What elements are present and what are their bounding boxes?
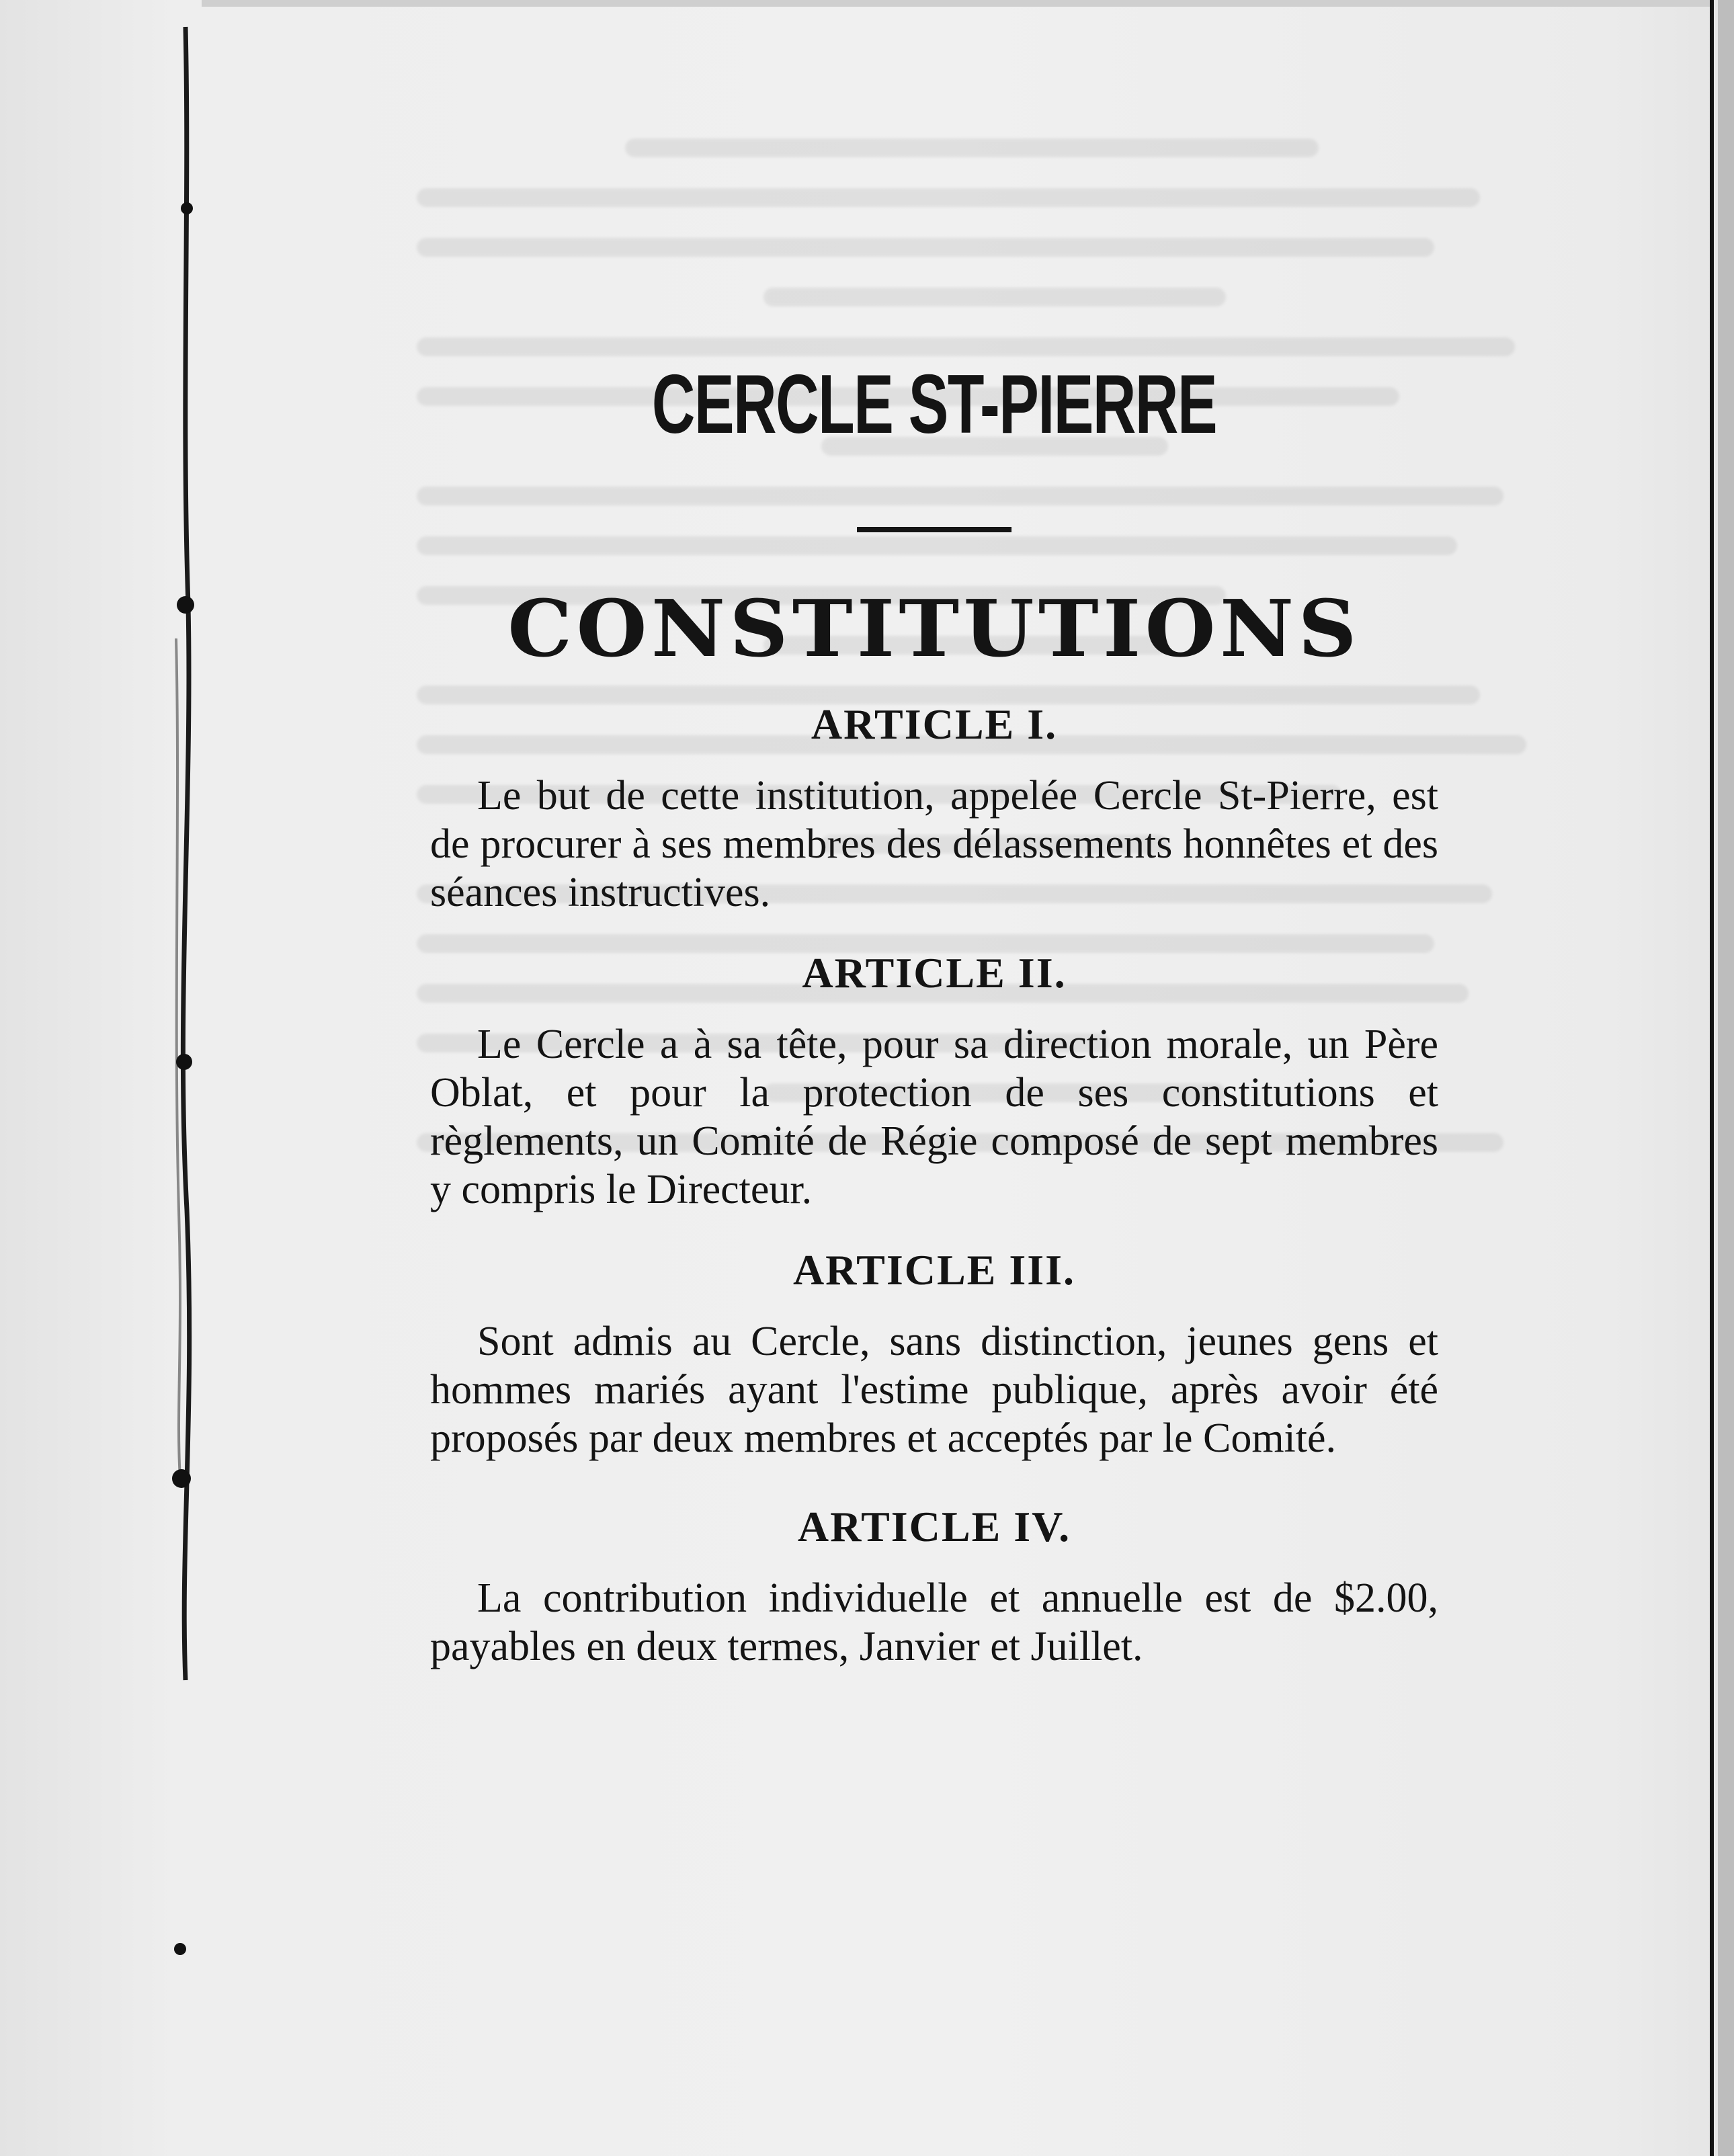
article-4-title: ARTICLE IV. [797,1503,1071,1550]
article-2-title: ARTICLE II. [802,949,1067,997]
article-1 [430,700,1438,917]
document-title: CERCLE ST-PIERRE [651,358,1217,451]
page-right-edge [1710,0,1714,2156]
document-page [430,358,1438,1671]
page-top-edge [202,0,1714,7]
title-divider [857,527,1012,532]
article-2-text: Le Cercle a à sa tête, pour sa direction morale, un Père Oblat, et pour la protection de ses constitutions et règlements, un Comité de Régie composé de sept membres y compris le Directeur. [430,1022,1438,1212]
article-1-text: Le but de cette institution, appelée Cercle St-Pierre, est de procurer à ses membres des délassements honnêtes et des séances instructives. [430,773,1438,915]
article-4 [430,1505,1438,1671]
article-1-title: ARTICLE I. [811,700,1058,748]
article-4-text: La contribution individuelle et annuelle est de $2.00, payables en deux termes, Janvier et Juillet. [430,1575,1438,1669]
article-3-text: Sont admis au Cercle, sans distinction, jeunes gens et hommes mariés ayant l'estime publique, après avoir été proposés par deux membres et acceptés par le Comité. [430,1319,1438,1461]
article-3-title: ARTICLE III. [792,1246,1076,1294]
article-2 [430,949,1438,1214]
binding-stitch [0,0,215,2156]
article-3 [430,1246,1438,1462]
constitutions-heading: CONSTITUTIONS [507,583,1361,675]
page-right-shadow [1718,0,1734,2156]
